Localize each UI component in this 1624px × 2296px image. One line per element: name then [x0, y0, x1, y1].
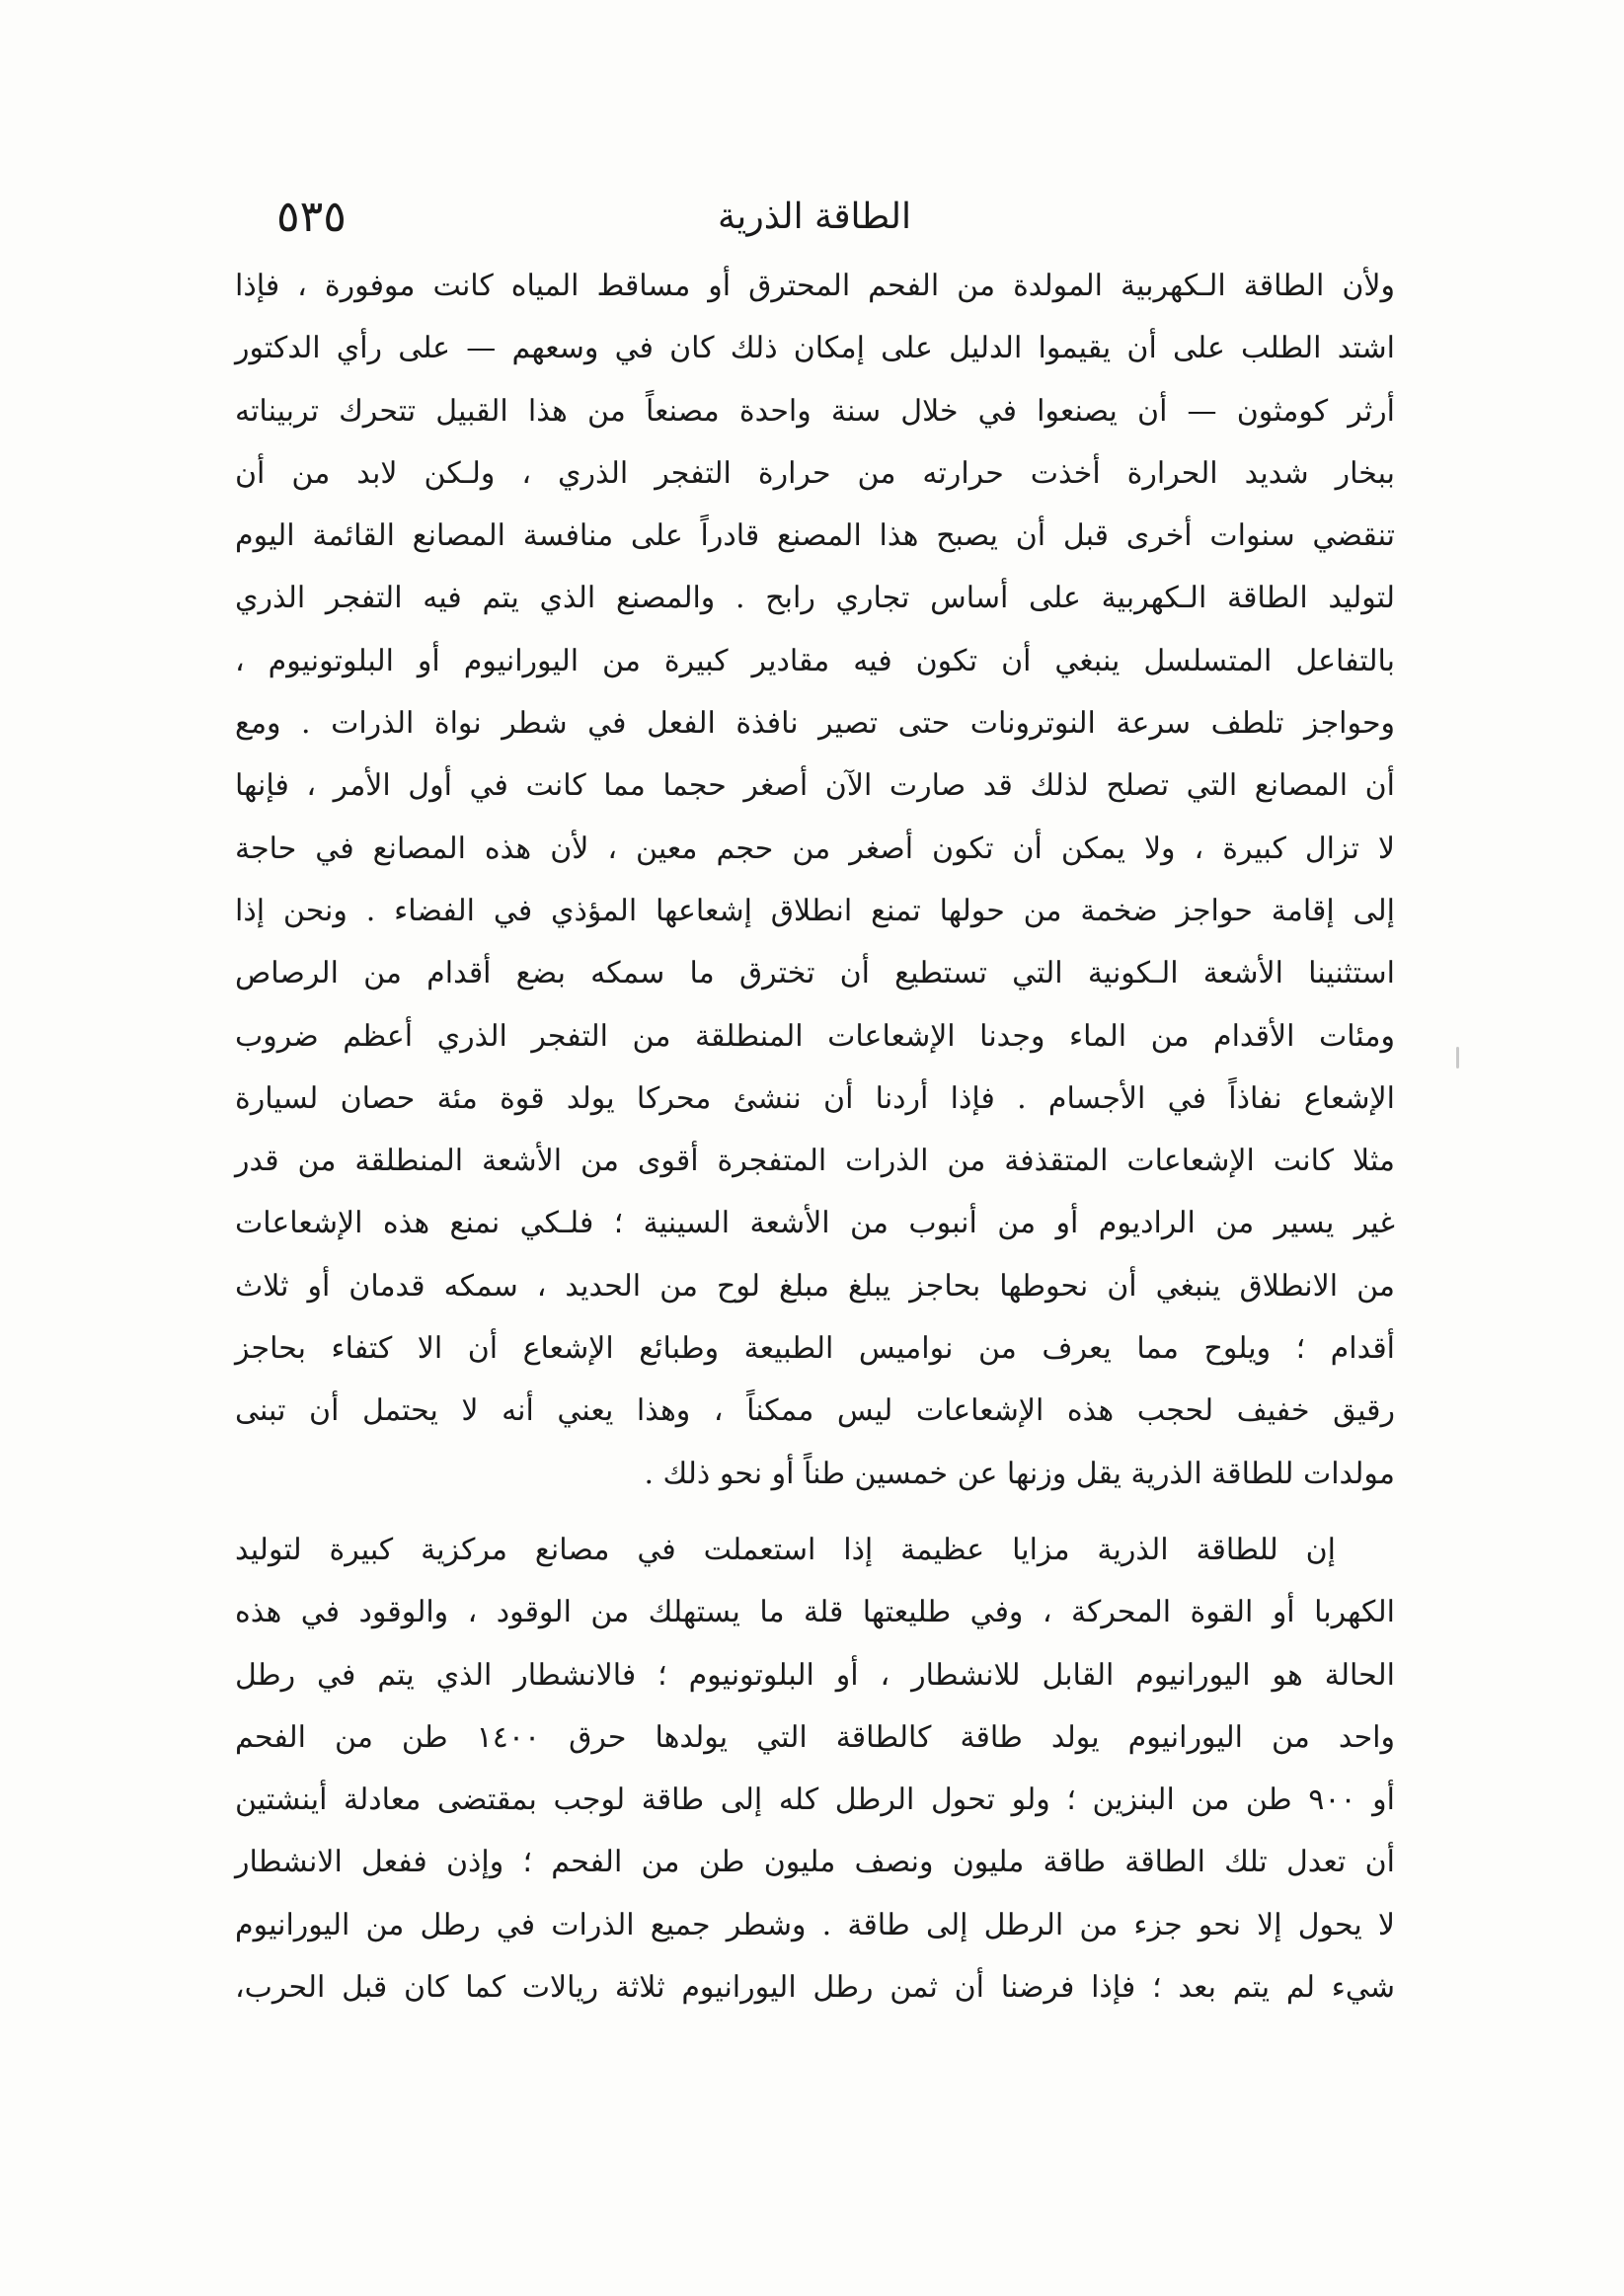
text-line: الإشعاع نفاذاً في الأجسام . فإذا أردنا أن ننشئ محركا يولد قوة مئة حصان لسيارة — [235, 1080, 1395, 1116]
margin-mark — [1456, 1047, 1459, 1069]
text-line: أن المصانع التي تصلح لذلك قد صارت الآن أصغر حجما مما كانت في أول الأمر ، فإنها — [235, 768, 1395, 804]
text-line: غير يسير من الراديوم أو من أنبوب من الأشعة السينية ؛ فلـكي نمنع هذه الإشعاعات — [235, 1206, 1395, 1241]
text-line: إلى إقامة حواجز ضخمة من حولها تمنع انطلاق إشعاعها المؤذي في الفضاء . ونحن إذا — [235, 893, 1395, 928]
text-line: اشتد الطلب على أن يقيموا الدليل على إمكان ذلك كان في وسعهم — على رأي الدكتور — [235, 331, 1395, 366]
text-line: لتوليد الطاقة الـكهربية على أساس تجاري رابح . والمصنع الذي يتم فيه التفجر الذري — [235, 581, 1395, 616]
page-number: ٥٣٥ — [276, 192, 347, 242]
text-line: ومئات الأقدام من الماء وجدنا الإشعاعات المنطلقة من التفجر الذري أعظم ضروب — [235, 1018, 1395, 1054]
paragraph-2 — [235, 1519, 1395, 2019]
text-line: الحالة هو اليورانيوم القابل للانشطار ، أو البلوتونيوم ؛ فالانشطار الذي يتم في رطل — [235, 1657, 1395, 1693]
paragraph-1 — [235, 255, 1395, 1505]
text-line: من الانطلاق ينبغي أن نحوطها بحاجز يبلغ مبلغ لوح من الحديد ، سمكه قدمان أو ثلاث — [235, 1268, 1395, 1304]
text-line: استثنينا الأشعة الـكونية التي تستطيع أن تخترق ما سمكه بضع أقدام من الرصاص — [235, 956, 1395, 991]
text-line: وحواجز تلطف سرعة النوترونات حتى تصير نافذة الفعل في شطر نواة الذرات . ومع — [235, 706, 1395, 742]
text-line: أقدام ؛ ويلوح مما يعرف من نواميس الطبيعة وطبائع الإشعاع أن الا كتفاء بحاجز — [235, 1331, 1395, 1367]
text-line: الكهربا أو القوة المحركة ، وفي طليعتها قلة ما يستهلك من الوقود ، والوقود في هذه — [235, 1595, 1395, 1630]
running-header — [227, 188, 1402, 247]
text-line: رقيق خفيف لحجب هذه الإشعاعات ليس ممكناً ، وهذا يعني أنه لا يحتمل أن تبنى — [235, 1393, 1395, 1429]
text-line: أن تعدل تلك الطاقة طاقة مليون ونصف مليون طن من الفحم ؛ وإذن ففعل الانشطار — [235, 1845, 1395, 1880]
text-line: أو ٩٠٠ طن من البنزين ؛ ولو تحول الرطل كله إلى طاقة لوجب بمقتضى معادلة أينشتين — [235, 1782, 1396, 1818]
text-line: شيء لم يتم بعد ؛ فإذا فرضنا أن ثمن رطل اليورانيوم ثلاثة ريالات كما كان قبل الحرب، — [235, 1970, 1395, 2006]
text-line: ولأن الطاقة الـكهربية المولدة من الفحم المحترق أو مساقط المياه كانت موفورة ، فإذا — [235, 269, 1395, 303]
text-line: لا يحول إلا نحو جزء من الرطل إلى طاقة . وشطر جميع الذرات في رطل من اليورانيوم — [235, 1907, 1395, 1942]
text-line: بالتفاعل المتسلسل ينبغي أن تكون فيه مقادير كبيرة من اليورانيوم أو البلوتونيوم ، — [235, 643, 1395, 678]
text-line: ببخار شديد الحرارة أخذت حرارته من حرارة التفجر الذري ، ولـكن لابد من أن — [235, 455, 1395, 491]
text-line: أرثر كومثون — أن يصنعوا في خلال سنة واحدة مصنعاً من هذا القبيل تتحرك تربيناته — [235, 393, 1395, 429]
text-line: واحد من اليورانيوم يولد طاقة كالطاقة التي يولدها حرق ١٤٠٠ طن من الفحم — [235, 1719, 1395, 1755]
text-line: تنقضي سنوات أخرى قبل أن يصبح هذا المصنع قادراً على منافسة المصانع القائمة اليوم — [235, 518, 1395, 554]
text-line: لا تزال كبيرة ، ولا يمكن أن تكون أصغر من حجم معين ، لأن هذه المصانع في حاجة — [235, 831, 1395, 866]
running-title: الطاقة الذرية — [718, 197, 911, 237]
body-text — [235, 255, 1395, 2019]
text-line: مثلا كانت الإشعاعات المتقذفة من الذرات المتفجرة أقوى من الأشعة المنطلقة من قدر — [235, 1144, 1395, 1179]
text-line: مولدات للطاقة الذرية يقل وزنها عن خمسين طناً أو نحو ذلك . — [644, 1456, 1395, 1491]
text-line: إن للطاقة الذرية مزايا عظيمة إذا استعملت في مصانع مركزية كبيرة لتوليد — [235, 1532, 1336, 1567]
